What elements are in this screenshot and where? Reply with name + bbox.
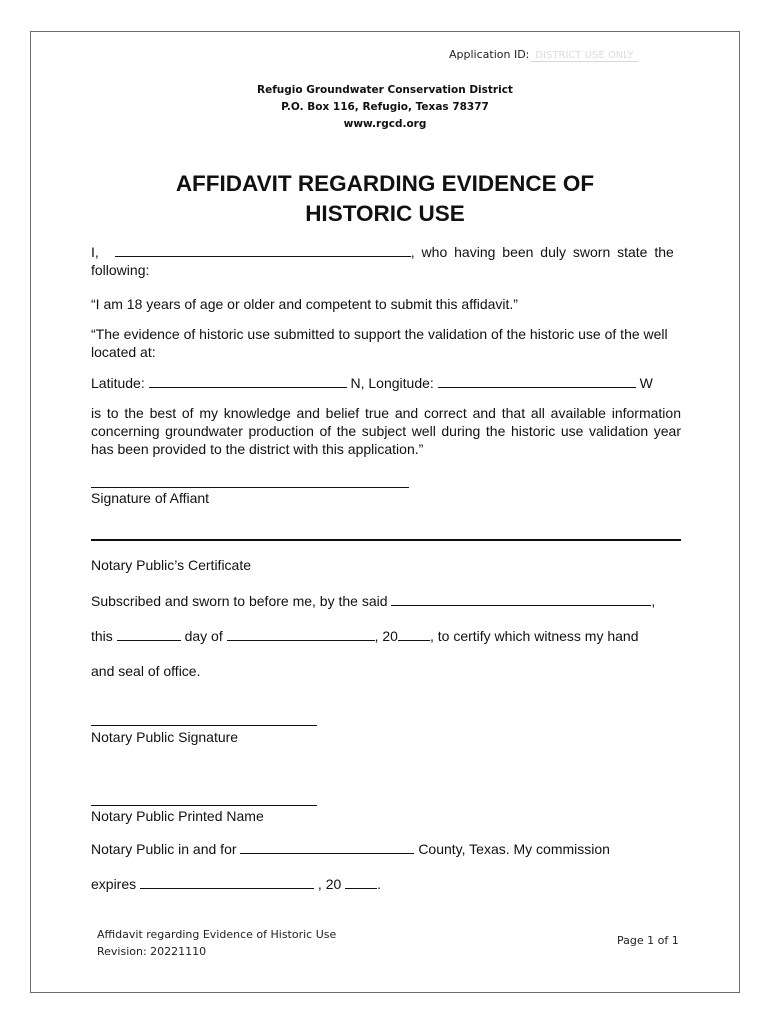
- notary-printed-name-label: Notary Public Printed Name: [91, 808, 264, 824]
- day-of-label: day of: [184, 628, 223, 644]
- org-website: www.rgcd.org: [343, 118, 427, 130]
- footer-left: [97, 926, 336, 960]
- org-address: P.O. Box 116, Refugio, Texas 78377: [281, 101, 489, 113]
- county-field[interactable]: [240, 839, 414, 854]
- notary-signature-line[interactable]: [91, 725, 317, 726]
- expires-date-field[interactable]: [140, 874, 314, 889]
- footer-revision: Revision: 20221110: [97, 945, 207, 958]
- longitude-label: N, Longitude:: [350, 375, 434, 391]
- application-id: [449, 48, 638, 62]
- intro-prefix: I,: [91, 244, 99, 260]
- affiant-name-field[interactable]: [115, 242, 411, 257]
- notary-signature-label: Notary Public Signature: [91, 729, 239, 745]
- latitude-label: Latitude:: [91, 375, 145, 391]
- section-divider: [91, 539, 681, 541]
- subscribed-name-field[interactable]: [391, 591, 651, 606]
- this-label: this: [91, 628, 113, 644]
- intro-suffix-wrap: [411, 243, 681, 261]
- title-line-1: AFFIDAVIT REGARDING EVIDENCE OF: [175, 171, 595, 196]
- coordinates-line: [91, 373, 681, 392]
- seal-text: and seal of office.: [91, 663, 201, 679]
- title-line-2: HISTORIC USE: [305, 201, 465, 226]
- longitude-suffix: W: [639, 375, 653, 391]
- statement-age: “I am 18 years of age or older and competent to submit this affidavit.”: [91, 296, 518, 312]
- org-name: Refugio Groundwater Conservation District: [257, 84, 513, 96]
- notary-printed-name-line[interactable]: [91, 805, 317, 806]
- subscribed-line: [91, 591, 681, 610]
- org-block: [0, 82, 770, 133]
- year-field[interactable]: [398, 626, 430, 641]
- intro-cont: following:: [91, 262, 150, 278]
- affiant-signature-label: Signature of Affiant: [91, 490, 210, 506]
- application-id-label: Application ID:: [449, 48, 530, 61]
- affiant-signature-line[interactable]: [91, 487, 409, 488]
- subscribed-end: ,: [651, 593, 656, 609]
- footer-doc-title: Affidavit regarding Evidence of Historic Use: [97, 928, 337, 941]
- expires-label: expires: [91, 876, 137, 892]
- page-number: Page 1 of 1: [617, 934, 679, 947]
- statement-evidence: “The evidence of historic use submitted to support the validation of the historic use of the well located at:: [91, 326, 668, 360]
- expires-line: [91, 874, 681, 893]
- longitude-field[interactable]: [438, 373, 636, 388]
- expires-year-prefix: , 20: [317, 876, 342, 892]
- date-line: [91, 626, 681, 645]
- notary-certificate-title: Notary Public’s Certificate: [91, 557, 252, 573]
- latitude-field[interactable]: [149, 373, 347, 388]
- document-title: [100, 169, 670, 229]
- expires-year-field[interactable]: [345, 874, 377, 889]
- year-prefix: , 20: [374, 628, 398, 644]
- expires-end: .: [377, 876, 382, 892]
- intro-suffix: , who having been duly sworn state the: [410, 244, 674, 260]
- certify-text: , to certify which witness my hand: [429, 628, 639, 644]
- subscribed-text: Subscribed and sworn to before me, by the said: [91, 593, 388, 609]
- county-text: County, Texas. My commission: [418, 841, 610, 857]
- day-field[interactable]: [117, 626, 181, 641]
- in-and-for-label: Notary Public in and for: [91, 841, 237, 857]
- application-id-field[interactable]: DISTRICT USE ONLY: [531, 50, 637, 62]
- month-field[interactable]: [227, 626, 375, 641]
- county-line: [91, 839, 681, 858]
- statement-truth: is to the best of my knowledge and belief true and correct and that all available information concerning groundwater production of the subject well during the historic use validation year has been provided to the district with this application.”: [91, 405, 681, 457]
- affiant-intro: [91, 242, 681, 279]
